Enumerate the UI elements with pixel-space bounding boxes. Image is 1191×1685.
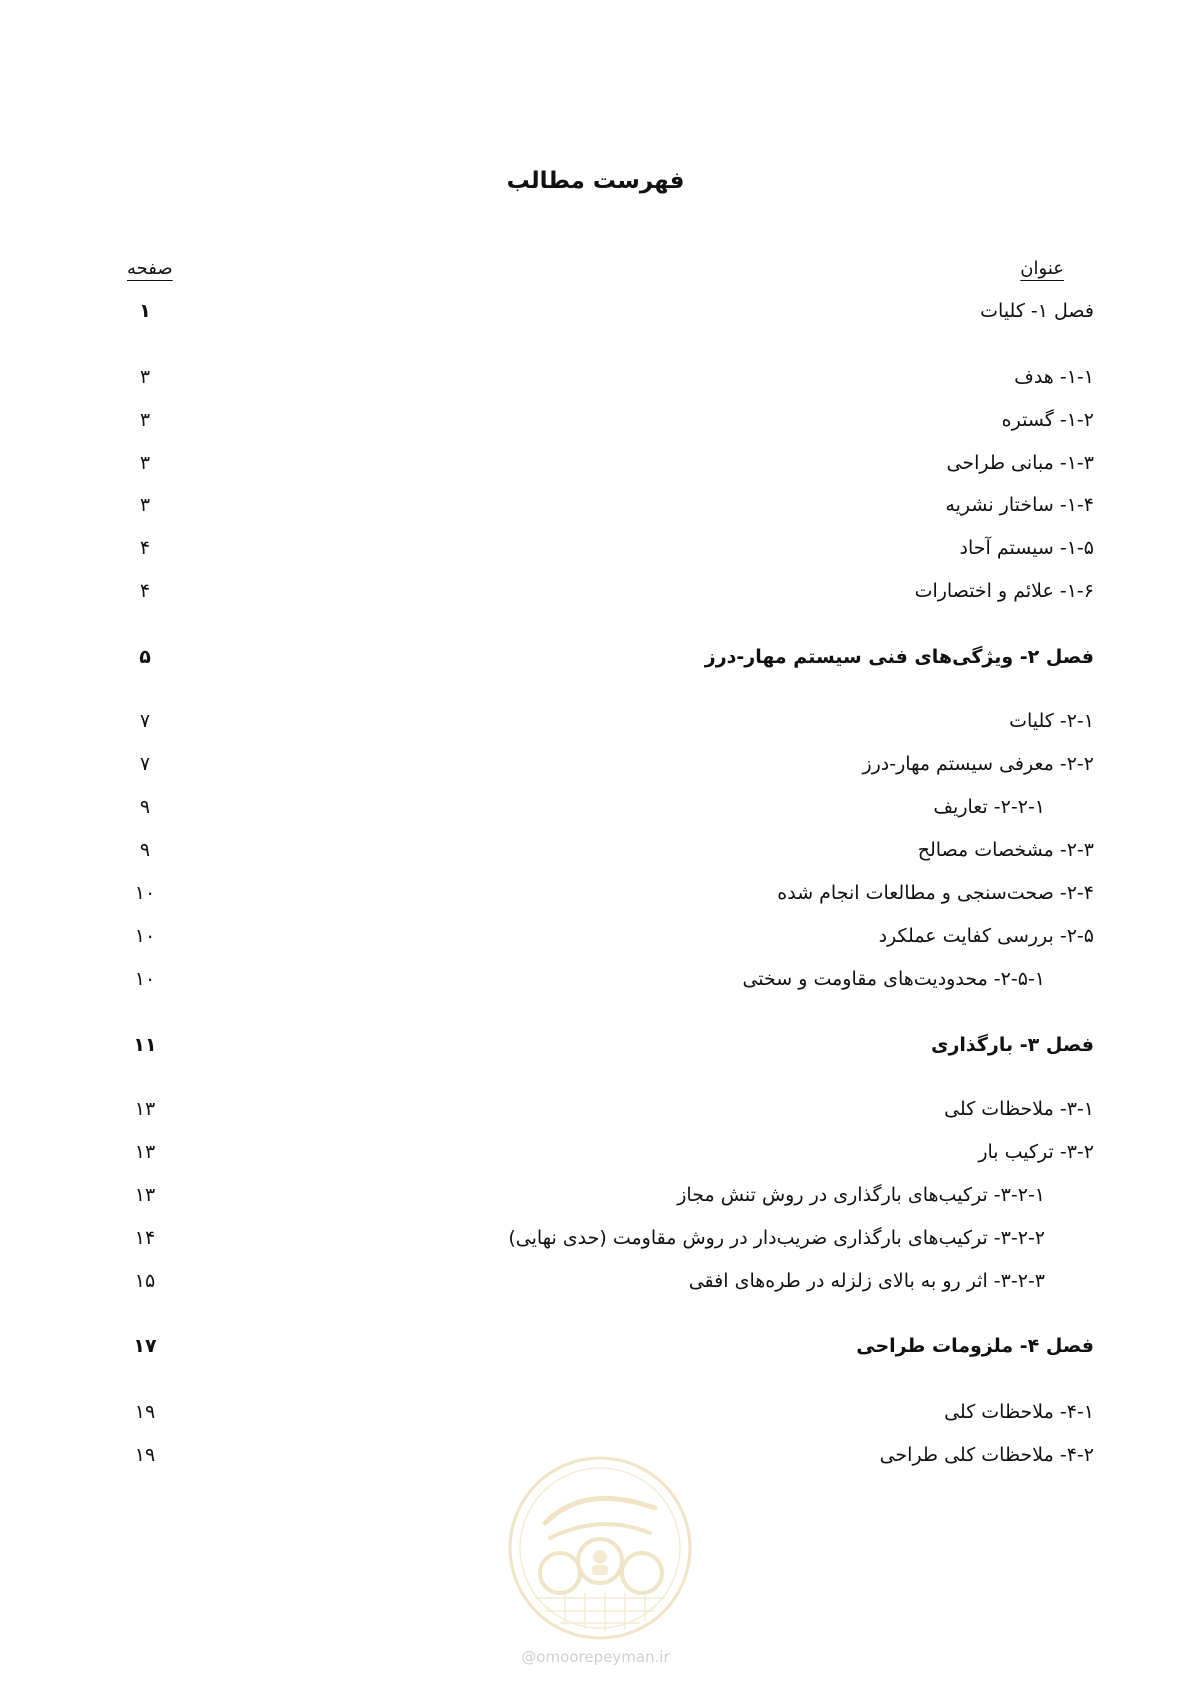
toc-entry[interactable] <box>0 494 1191 528</box>
toc-entry-label: ۳-۲-۲- ترکیب‌های بارگذاری ضریب‌دار در روش مقاومت (حدی نهایی) <box>508 1227 1045 1249</box>
toc-entry-page: ۴ <box>139 537 151 559</box>
toc-entry-page: ۱۰ <box>134 882 156 904</box>
watermark-website: @omoorepeyman.ir <box>521 1648 670 1666</box>
toc-entry-page: ۱۷ <box>133 1335 157 1357</box>
toc-entry-label: ۲-۵- بررسی کفایت عملکرد <box>878 925 1094 947</box>
toc-entry-label: ۲-۳- مشخصات مصالح <box>917 839 1094 861</box>
toc-entry[interactable] <box>0 1401 1191 1435</box>
toc-entry[interactable] <box>0 580 1191 614</box>
toc-entry-page: ۱۵ <box>134 1270 156 1292</box>
toc-entry[interactable] <box>0 452 1191 486</box>
toc-entry-label: ۲-۴- صحت‌سنجی و مطالعات انجام شده <box>777 882 1094 904</box>
toc-entry-label: ۱-۳- مبانی طراحی <box>946 452 1094 474</box>
toc-entry-page: ۵ <box>139 646 151 668</box>
toc-entry-chapter-1[interactable] <box>0 300 1191 334</box>
toc-entry-page: ۱۳ <box>134 1141 156 1163</box>
toc-entry-label: ۱-۱- هدف <box>1014 366 1094 388</box>
toc-entry-page: ۳ <box>139 494 151 516</box>
toc-entry-page: ۷ <box>139 753 151 775</box>
toc-entry-label: فصل ۲- ویژگی‌های فنی سیستم مهار-درز <box>704 646 1094 668</box>
toc-entry[interactable] <box>0 925 1191 959</box>
toc-entry-label: ۳-۲-۳- اثر رو به بالای زلزله در طره‌های افقی <box>688 1270 1045 1292</box>
toc-entry[interactable] <box>0 710 1191 744</box>
toc-subentry[interactable] <box>0 1184 1191 1218</box>
toc-entry-label: ۳-۲- ترکیب بار <box>978 1141 1094 1163</box>
toc-entry-page: ۳ <box>139 452 151 474</box>
toc-entry[interactable] <box>0 753 1191 787</box>
toc-entry[interactable] <box>0 366 1191 400</box>
toc-entry-label: ۱-۶- علائم و اختصارات <box>914 580 1094 602</box>
toc-entry-label: ۱-۴- ساختار نشریه <box>945 494 1094 516</box>
toc-subentry[interactable] <box>0 968 1191 1002</box>
toc-entry-page: ۱۳ <box>134 1098 156 1120</box>
toc-entry-page: ۷ <box>139 710 151 732</box>
toc-entry-label: فصل ۳- بارگذاری <box>931 1034 1094 1056</box>
toc-entry-label: ۲-۱- کلیات <box>1009 710 1094 732</box>
toc-entry[interactable] <box>0 882 1191 916</box>
toc-entry-page: ۱ <box>139 300 151 322</box>
toc-entry-label: ۱-۵- سیستم آحاد <box>959 537 1094 559</box>
toc-subentry[interactable] <box>0 1270 1191 1304</box>
watermark-seal-logo <box>505 1453 695 1643</box>
toc-entry-label: ۴-۱- ملاحظات کلی <box>944 1401 1094 1423</box>
toc-entry-chapter-3[interactable] <box>0 1034 1191 1068</box>
toc-entry[interactable] <box>0 839 1191 873</box>
toc-entry-label: ۴-۲- ملاحظات کلی طراحی <box>879 1444 1094 1466</box>
toc-subentry[interactable] <box>0 1227 1191 1261</box>
toc-entry-page: ۱۰ <box>134 968 156 990</box>
page-column-header: صفحه <box>127 258 173 279</box>
toc-entry-page: ۱۹ <box>134 1401 156 1423</box>
toc-entry-page: ۱۰ <box>134 925 156 947</box>
toc-entry-label: ۲-۲- معرفی سیستم مهار-درز <box>862 753 1094 775</box>
toc-subentry[interactable] <box>0 796 1191 830</box>
toc-entry[interactable] <box>0 409 1191 443</box>
toc-entry-label: ۲-۲-۱- تعاریف <box>933 796 1045 818</box>
toc-entry-page: ۱۱ <box>133 1034 157 1056</box>
toc-entry-page: ۹ <box>139 796 151 818</box>
toc-entry-page: ۳ <box>139 366 151 388</box>
page-title: فهرست مطالب <box>506 168 685 194</box>
toc-entry-chapter-4[interactable] <box>0 1335 1191 1369</box>
title-column-header: عنوان <box>1020 258 1064 279</box>
toc-entry-page: ۱۹ <box>134 1444 156 1466</box>
toc-entry-label: فصل ۴- ملزومات طراحی <box>856 1335 1094 1357</box>
toc-entry-label: فصل ۱- کلیات <box>980 300 1094 322</box>
toc-entry-chapter-2[interactable] <box>0 646 1191 680</box>
toc-entry-page: ۹ <box>139 839 151 861</box>
toc-entry-label: ۱-۲- گستره <box>1001 409 1094 431</box>
toc-entry-page: ۳ <box>139 409 151 431</box>
toc-entry[interactable] <box>0 1098 1191 1132</box>
toc-entry-page: ۱۳ <box>134 1184 156 1206</box>
toc-entry[interactable] <box>0 537 1191 571</box>
toc-entry-label: ۳-۱- ملاحظات کلی <box>944 1098 1094 1120</box>
toc-entry[interactable] <box>0 1141 1191 1175</box>
toc-entry-label: ۲-۵-۱- محدودیت‌های مقاومت و سختی <box>742 968 1045 990</box>
toc-entry-page: ۴ <box>139 580 151 602</box>
toc-entry-page: ۱۴ <box>134 1227 156 1249</box>
toc-entry-label: ۳-۲-۱- ترکیب‌های بارگذاری در روش تنش مجاز <box>677 1184 1045 1206</box>
